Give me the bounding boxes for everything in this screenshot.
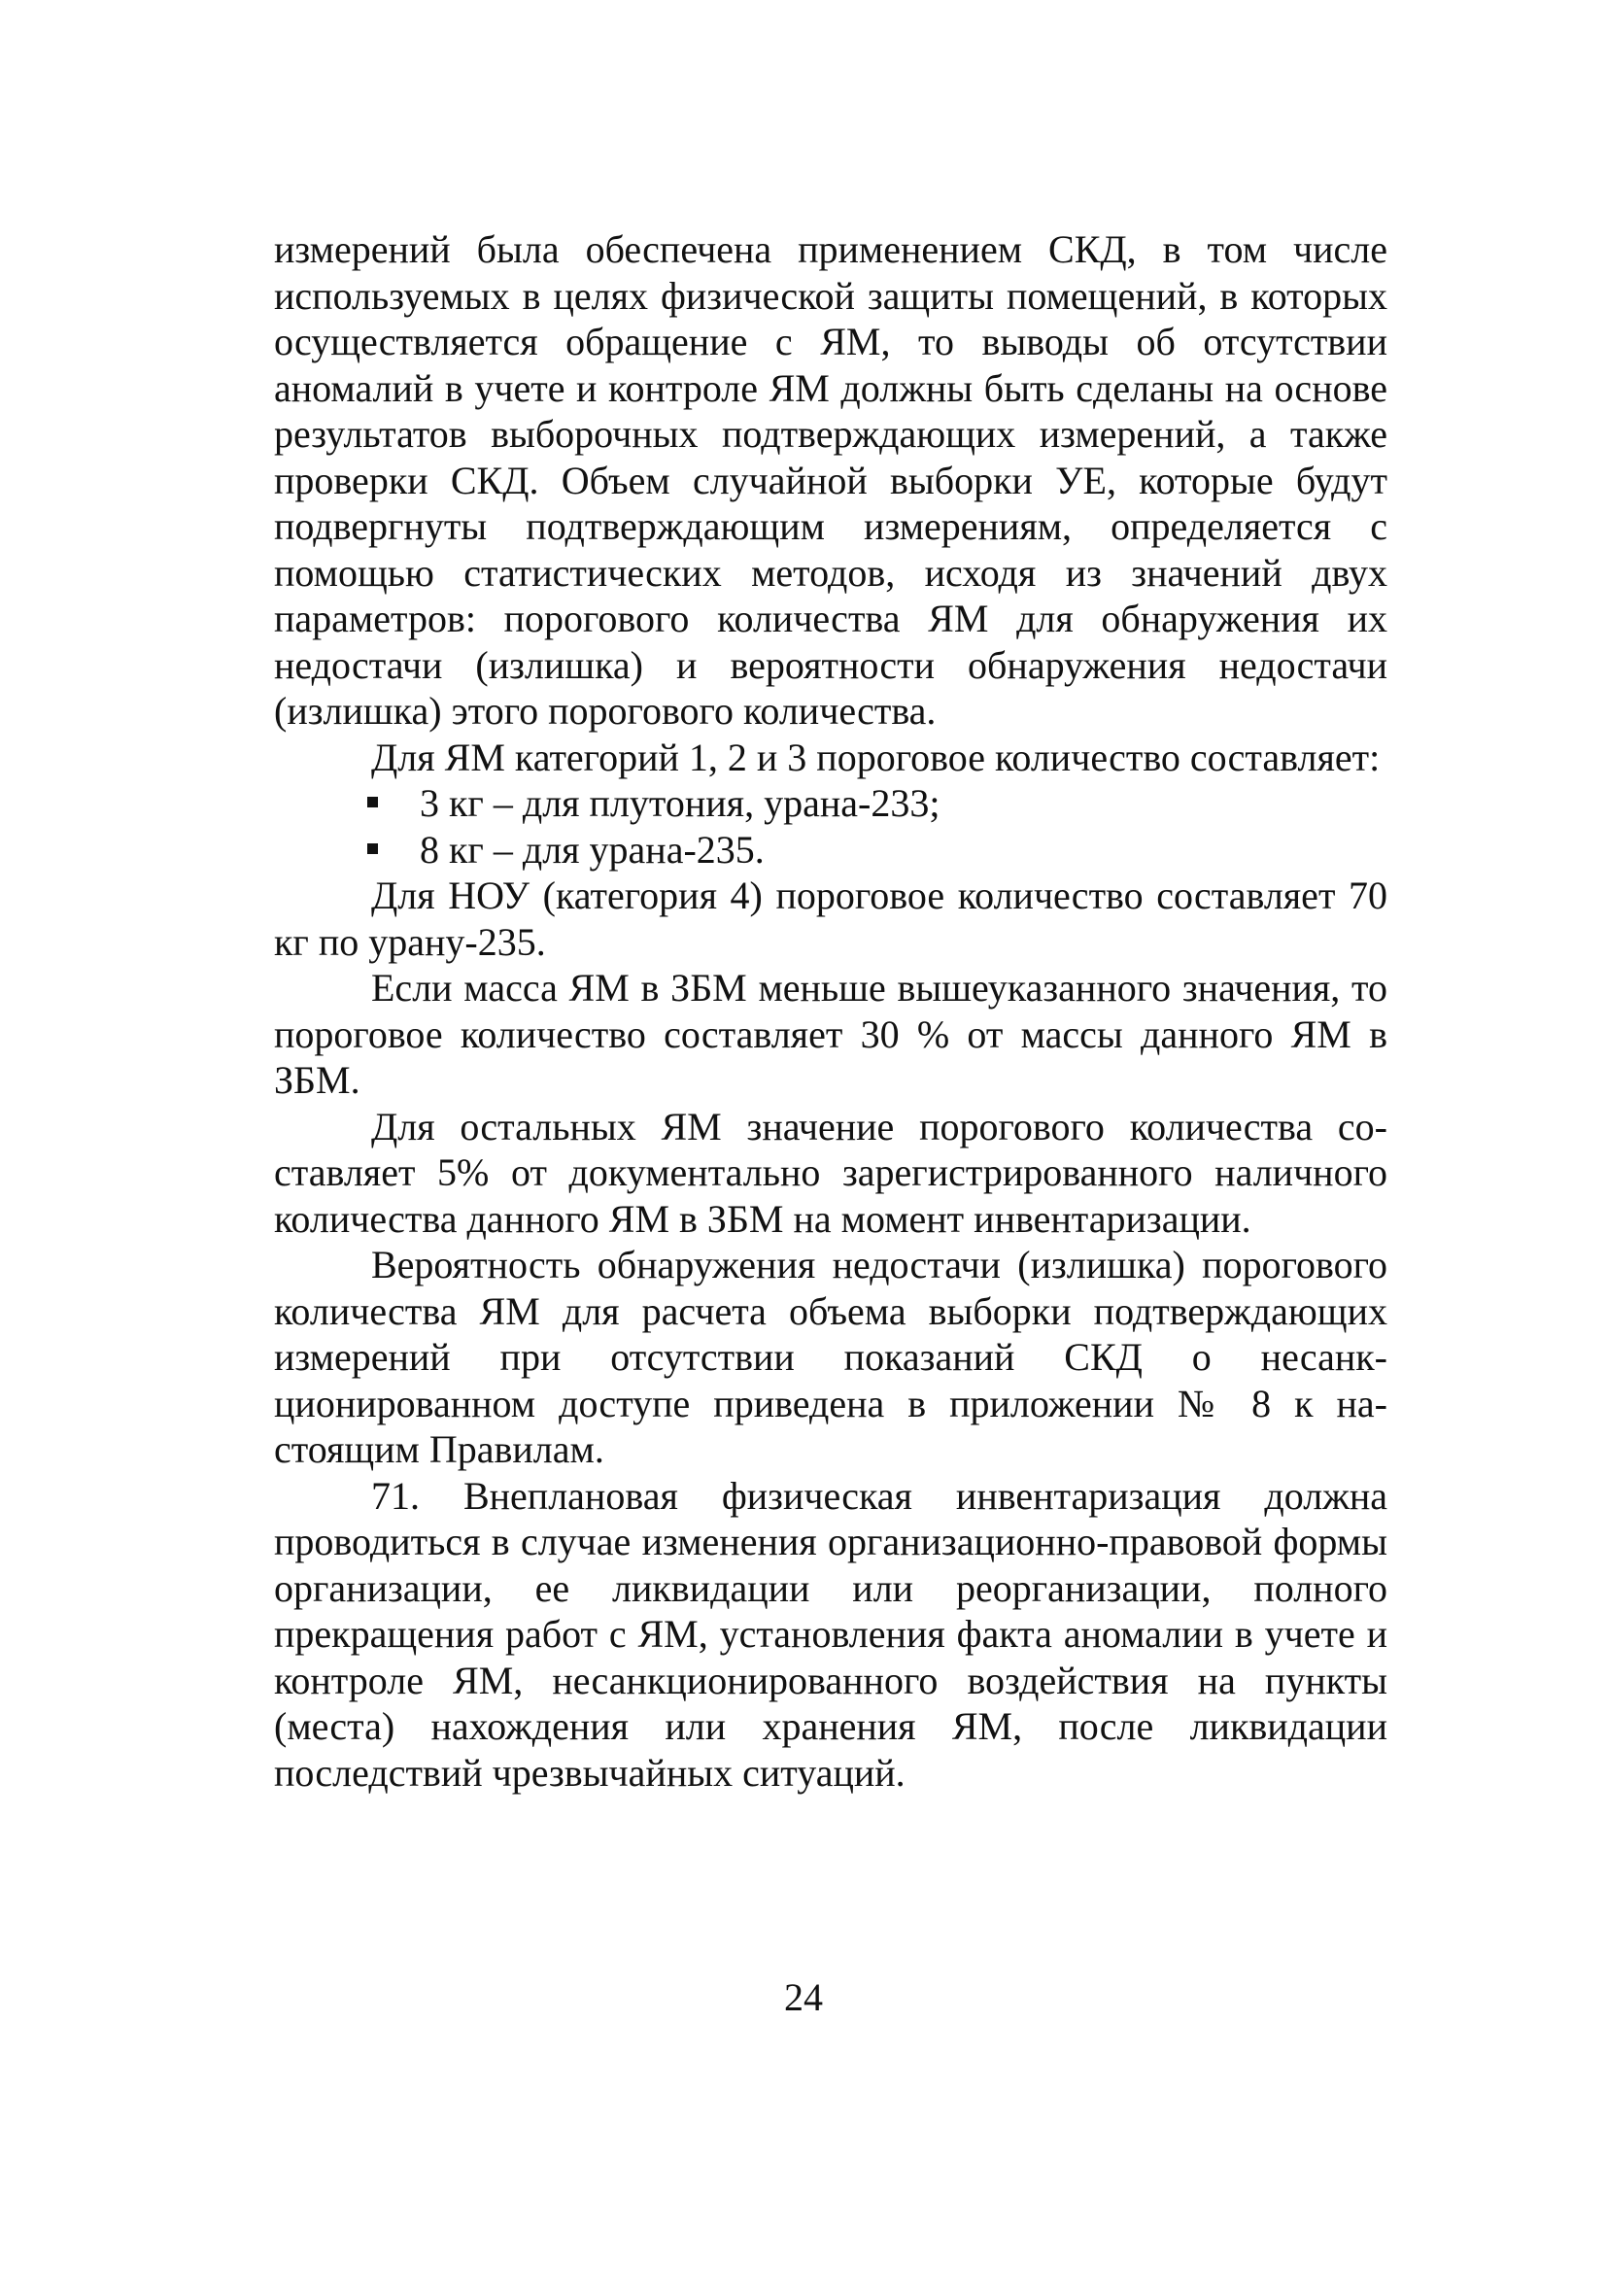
paragraph-nou: Для НОУ (категория 4) пороговое количество составляет 70 кг по урану-235.	[274, 874, 1387, 964]
page-number: 24	[784, 1975, 823, 2019]
bullet-icon	[367, 797, 378, 807]
paragraph-other-nm: Для остальных ЯМ значение порогового количества составляет 5% от документально зарегистрированного наличного количества данного ЯМ в ЗБМ на момент инвентаризации.	[274, 1104, 1387, 1241]
document-body	[274, 226, 1387, 1796]
paragraph-continued: измерений была обеспечена применением СКД, в том числе используемых в целях физической защиты помещений, в которых осуществляется обращение с ЯМ, то выводы об отсутствии аномалий в учете и контроле ЯМ должны быть сделаны на основе результатов выборочных подтверждающих измерений, а также проверки СКД. Объем случайной выборки УЕ, которые будут подвергнуты подтверждающим измерениям, определяется с помощью статистических методов, исходя из значений двух параметров: порогового количества ЯМ для обнаружения их недостачи (излишка) и вероятности обнаружения недостачи (излишка) этого порогового количества.	[274, 227, 1387, 733]
list-item	[274, 780, 1387, 827]
paragraph-mass-zbm: Если масса ЯМ в ЗБМ меньше вышеуказанного значения, то пороговое количество составляет 30 % от массы данного ЯМ в ЗБМ.	[274, 966, 1387, 1102]
paragraph-threshold-categories: Для ЯМ категорий 1, 2 и 3 пороговое количество составляет:	[371, 735, 1381, 779]
list-item-text: 3 кг – для плутония, урана-233;	[420, 781, 940, 825]
bullet-icon	[367, 843, 378, 854]
threshold-list	[274, 780, 1387, 873]
paragraph-probability: Вероятность обнаружения недостачи (излишка) порогового количества ЯМ для расчета объема выборки подтверждающих измерений при отсутствии показаний СКД о несанкционированном доступе приведена в приложении № 8 к настоящим Правилам.	[274, 1243, 1387, 1471]
paragraph-clause-71: 71. Внеплановая физическая инвентаризация должна проводиться в случае изменения организационно-правовой формы организации, ее ликвидации или реорганизации, полного прекращения работ с ЯМ, установления факта аномалии в учете и контроле ЯМ, несанкционированного воздействия на пункты (места) нахождения или хранения ЯМ, после ликвидации последствий чрезвычайных ситуаций.	[274, 1473, 1387, 1795]
list-item	[274, 827, 1387, 874]
list-item-text: 8 кг – для урана-235.	[420, 827, 765, 872]
